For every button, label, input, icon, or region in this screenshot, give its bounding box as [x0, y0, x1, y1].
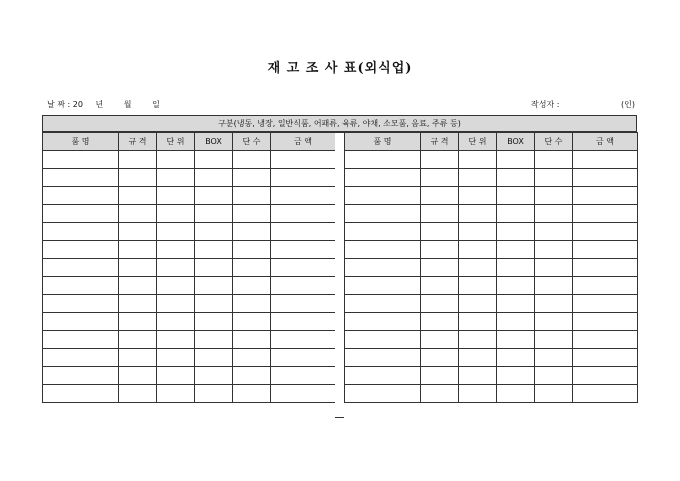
table-cell[interactable]: [535, 223, 573, 241]
table-cell[interactable]: [573, 313, 638, 331]
table-cell[interactable]: [459, 187, 497, 205]
table-cell[interactable]: [195, 205, 233, 223]
table-cell[interactable]: [535, 295, 573, 313]
table-row: [345, 367, 638, 385]
table-cell[interactable]: [119, 259, 157, 277]
table-row: [345, 259, 638, 277]
col-header-box: BOX: [497, 133, 535, 151]
table-row: [345, 151, 638, 169]
table-cell[interactable]: [119, 205, 157, 223]
table-cell[interactable]: [573, 187, 638, 205]
table-cell[interactable]: [157, 385, 195, 403]
table-cell[interactable]: [459, 223, 497, 241]
col-header-unit: 단 위: [157, 133, 195, 151]
table-cell[interactable]: [345, 367, 421, 385]
table-cell[interactable]: [459, 151, 497, 169]
table-cell[interactable]: [43, 385, 119, 403]
table-cell[interactable]: [535, 277, 573, 295]
table-cell[interactable]: [497, 205, 535, 223]
table-cell[interactable]: [535, 187, 573, 205]
col-header-box: BOX: [195, 133, 233, 151]
table-cell[interactable]: [43, 313, 119, 331]
table-cell[interactable]: [459, 385, 497, 403]
table-cell[interactable]: [119, 223, 157, 241]
col-header-layers: 단 수: [535, 133, 573, 151]
table-cell[interactable]: [233, 295, 271, 313]
table-cell[interactable]: [157, 277, 195, 295]
table-row: [345, 205, 638, 223]
table-cell[interactable]: [233, 349, 271, 367]
col-header-amount: 금 액: [573, 133, 638, 151]
table-cell[interactable]: [345, 169, 421, 187]
table-cell[interactable]: [233, 277, 271, 295]
table-cell[interactable]: [345, 241, 421, 259]
table-cell[interactable]: [233, 313, 271, 331]
table-cell[interactable]: [421, 223, 459, 241]
table-cell[interactable]: [459, 331, 497, 349]
col-header-spec: 규 격: [119, 133, 157, 151]
table-row: [43, 259, 336, 277]
table-cell[interactable]: [43, 151, 119, 169]
table-cell[interactable]: [345, 223, 421, 241]
table-row: [43, 385, 336, 403]
table-cell[interactable]: [573, 349, 638, 367]
table-row: [345, 313, 638, 331]
table-cell[interactable]: [573, 259, 638, 277]
table-cell[interactable]: [271, 295, 336, 313]
table-row: [43, 349, 336, 367]
table-cell[interactable]: [157, 313, 195, 331]
table-cell[interactable]: [43, 295, 119, 313]
table-cell[interactable]: [157, 223, 195, 241]
table-cell[interactable]: [43, 331, 119, 349]
table-cell[interactable]: [157, 151, 195, 169]
table-row: [345, 277, 638, 295]
table-row: [345, 385, 638, 403]
date-day-label: 일: [152, 100, 160, 109]
table-cell[interactable]: [421, 349, 459, 367]
date-line: [47, 99, 164, 110]
table-cell[interactable]: [271, 313, 336, 331]
table-cell[interactable]: [573, 295, 638, 313]
table-cell[interactable]: [271, 187, 336, 205]
table-cell[interactable]: [157, 169, 195, 187]
col-header-layers: 단 수: [233, 133, 271, 151]
table-cell[interactable]: [497, 313, 535, 331]
table-cell[interactable]: [195, 331, 233, 349]
table-cell[interactable]: [573, 385, 638, 403]
table-cell[interactable]: [271, 241, 336, 259]
col-header-amount: 금 액: [271, 133, 336, 151]
table-cell[interactable]: [195, 169, 233, 187]
table-cell[interactable]: [535, 331, 573, 349]
table-cell[interactable]: [119, 367, 157, 385]
date-year-label: 년: [95, 100, 104, 109]
table-cell[interactable]: [459, 313, 497, 331]
table-cell[interactable]: [459, 259, 497, 277]
table-cell[interactable]: [43, 169, 119, 187]
table-cell[interactable]: [157, 241, 195, 259]
table-cell[interactable]: [345, 187, 421, 205]
table-cell[interactable]: [157, 295, 195, 313]
table-cell[interactable]: [271, 331, 336, 349]
table-cell[interactable]: [195, 151, 233, 169]
table-cell[interactable]: [43, 259, 119, 277]
category-caption: 구분(냉동, 냉장, 일반식품, 어패류, 육류, 야채, 소모품, 음료, 주류 등): [42, 115, 637, 132]
table-cell[interactable]: [195, 259, 233, 277]
table-cell[interactable]: [119, 313, 157, 331]
table-row: [43, 151, 336, 169]
table-cell[interactable]: [421, 295, 459, 313]
table-cell[interactable]: [535, 205, 573, 223]
table-cell[interactable]: [497, 151, 535, 169]
table-cell[interactable]: [157, 187, 195, 205]
table-row: [43, 295, 336, 313]
table-row: [345, 169, 638, 187]
table-row: [43, 277, 336, 295]
table-cell[interactable]: [271, 385, 336, 403]
table-cell[interactable]: [271, 277, 336, 295]
table-cell[interactable]: [43, 205, 119, 223]
col-header-unit: 단 위: [459, 133, 497, 151]
table-cell[interactable]: [271, 223, 336, 241]
table-row: [345, 187, 638, 205]
table-row: [345, 241, 638, 259]
seal-label: (인): [621, 100, 635, 109]
table-row: [43, 241, 336, 259]
table-cell[interactable]: [195, 349, 233, 367]
table-cell[interactable]: [119, 331, 157, 349]
table-cell[interactable]: [43, 241, 119, 259]
table-cell[interactable]: [119, 187, 157, 205]
table-row: [43, 367, 336, 385]
table-cell[interactable]: [459, 367, 497, 385]
table-cell[interactable]: [195, 367, 233, 385]
table-cell[interactable]: [119, 241, 157, 259]
table-cell[interactable]: [573, 277, 638, 295]
table-cell[interactable]: [345, 313, 421, 331]
table-cell[interactable]: [421, 331, 459, 349]
table-row: [43, 223, 336, 241]
table-row: [43, 313, 336, 331]
col-header-item-name: 품 명: [43, 133, 119, 151]
table-cell[interactable]: [497, 169, 535, 187]
table-cell[interactable]: [573, 367, 638, 385]
table-cell[interactable]: [497, 367, 535, 385]
table-cell[interactable]: [573, 151, 638, 169]
table-cell[interactable]: [421, 169, 459, 187]
table-cell[interactable]: [119, 295, 157, 313]
table-cell[interactable]: [195, 223, 233, 241]
table-cell[interactable]: [233, 169, 271, 187]
table-cell[interactable]: [43, 187, 119, 205]
table-cell[interactable]: [459, 349, 497, 367]
table-cell[interactable]: [157, 349, 195, 367]
table-cell[interactable]: [345, 295, 421, 313]
table-cell[interactable]: [421, 313, 459, 331]
table-cell[interactable]: [535, 241, 573, 259]
table-cell[interactable]: [535, 151, 573, 169]
author-line: [531, 99, 635, 110]
table-cell[interactable]: [195, 385, 233, 403]
author-label: 작성자 :: [531, 100, 560, 109]
table-cell[interactable]: [43, 277, 119, 295]
table-cell[interactable]: [233, 241, 271, 259]
table-cell[interactable]: [497, 295, 535, 313]
table-cell[interactable]: [157, 331, 195, 349]
table-cell[interactable]: [421, 205, 459, 223]
table-cell[interactable]: [459, 277, 497, 295]
table-cell[interactable]: [233, 367, 271, 385]
table-cell[interactable]: [573, 241, 638, 259]
table-cell[interactable]: [421, 277, 459, 295]
table-cell[interactable]: [157, 205, 195, 223]
table-body-left: [43, 151, 336, 403]
table-cell[interactable]: [421, 151, 459, 169]
table-cell[interactable]: [535, 349, 573, 367]
table-row: [43, 169, 336, 187]
table-cell[interactable]: [421, 385, 459, 403]
table-cell[interactable]: [573, 169, 638, 187]
table-cell[interactable]: [421, 259, 459, 277]
table-cell[interactable]: [345, 205, 421, 223]
table-cell[interactable]: [497, 331, 535, 349]
table-cell[interactable]: [459, 241, 497, 259]
table-cell[interactable]: [573, 223, 638, 241]
table-cell[interactable]: [345, 385, 421, 403]
date-month-label: 월: [123, 100, 132, 109]
table-cell[interactable]: [421, 241, 459, 259]
table-cell[interactable]: [345, 259, 421, 277]
table-cell[interactable]: [195, 277, 233, 295]
table-cell[interactable]: [497, 277, 535, 295]
table-cell[interactable]: [497, 241, 535, 259]
table-cell[interactable]: [195, 313, 233, 331]
table-cell[interactable]: [271, 169, 336, 187]
table-row: [43, 331, 336, 349]
col-header-item-name: 품 명: [345, 133, 421, 151]
table-cell[interactable]: [233, 385, 271, 403]
table-cell[interactable]: [119, 277, 157, 295]
table-cell[interactable]: [119, 385, 157, 403]
table-cell[interactable]: [345, 277, 421, 295]
inventory-table-right: [344, 132, 638, 403]
table-cell[interactable]: [459, 295, 497, 313]
header-row: [345, 133, 638, 151]
table-cell[interactable]: [535, 313, 573, 331]
table-cell[interactable]: [195, 295, 233, 313]
table-cell[interactable]: [43, 367, 119, 385]
table-cell[interactable]: [119, 349, 157, 367]
table-row: [345, 295, 638, 313]
inventory-table-left: [42, 132, 336, 403]
table-cell[interactable]: [233, 205, 271, 223]
table-cell[interactable]: [459, 205, 497, 223]
table-cell[interactable]: [421, 187, 459, 205]
table-cell[interactable]: [497, 349, 535, 367]
page-title: 재 고 조 사 표(외식업): [267, 61, 413, 76]
header-row: [43, 133, 336, 151]
table-cell[interactable]: [233, 151, 271, 169]
table-cell[interactable]: [573, 331, 638, 349]
table-cell[interactable]: [233, 223, 271, 241]
table-cell[interactable]: [233, 259, 271, 277]
table-cell[interactable]: [497, 187, 535, 205]
table-gap: [335, 132, 344, 418]
date-label: 날 짜 : 20: [47, 100, 83, 109]
table-cell[interactable]: [119, 169, 157, 187]
table-row: [345, 349, 638, 367]
table-cell[interactable]: [43, 349, 119, 367]
table-cell[interactable]: [535, 385, 573, 403]
table-cell[interactable]: [497, 385, 535, 403]
table-cell[interactable]: [271, 151, 336, 169]
table-cell[interactable]: [157, 367, 195, 385]
table-cell[interactable]: [233, 331, 271, 349]
col-header-spec: 규 격: [421, 133, 459, 151]
table-cell[interactable]: [459, 169, 497, 187]
table-cell[interactable]: [535, 367, 573, 385]
table-row: [345, 331, 638, 349]
table-cell[interactable]: [421, 367, 459, 385]
table-row: [43, 205, 336, 223]
table-row: [345, 223, 638, 241]
table-cell[interactable]: [271, 349, 336, 367]
table-cell[interactable]: [535, 169, 573, 187]
table-cell[interactable]: [497, 223, 535, 241]
table-cell[interactable]: [271, 205, 336, 223]
table-cell[interactable]: [195, 241, 233, 259]
table-cell[interactable]: [271, 259, 336, 277]
table-cell[interactable]: [271, 367, 336, 385]
table-cell[interactable]: [535, 259, 573, 277]
table-cell[interactable]: [345, 331, 421, 349]
table-cell[interactable]: [573, 205, 638, 223]
table-cell[interactable]: [157, 259, 195, 277]
table-cell[interactable]: [43, 223, 119, 241]
table-cell[interactable]: [195, 187, 233, 205]
table-cell[interactable]: [497, 259, 535, 277]
table-body-right: [345, 151, 638, 403]
table-cell[interactable]: [345, 151, 421, 169]
table-row: [43, 187, 336, 205]
table-cell[interactable]: [233, 187, 271, 205]
table-cell[interactable]: [119, 151, 157, 169]
table-cell[interactable]: [345, 349, 421, 367]
